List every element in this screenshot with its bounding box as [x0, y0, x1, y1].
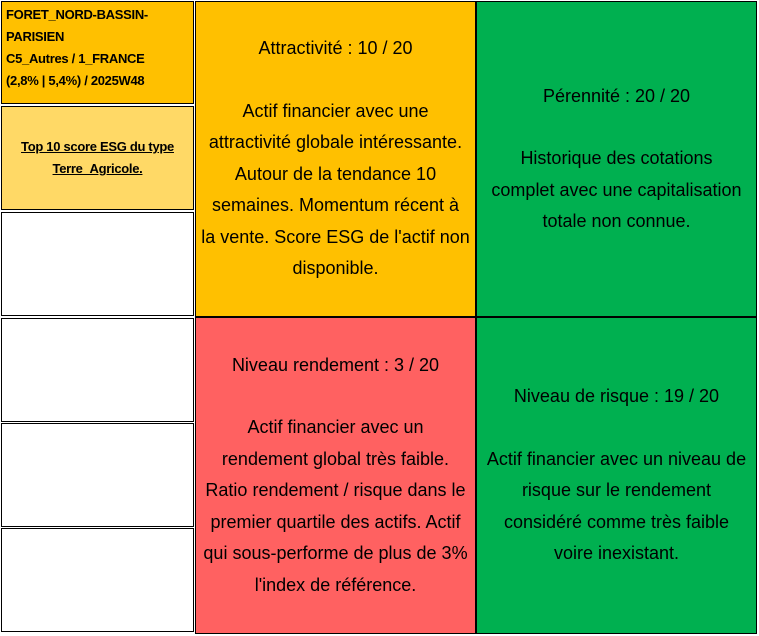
rendement-line: l'index de référence.: [254, 574, 417, 595]
attractivite-title: Attractivité : 10 / 20: [258, 38, 413, 59]
perennite-cell: [476, 1, 757, 317]
perennite-title: Pérennité : 20 / 20: [542, 85, 691, 106]
rendement-line: Actif financier avec un: [247, 417, 424, 438]
rendement-text: [203, 412, 467, 601]
attractivite-line: disponible.: [292, 258, 379, 279]
empty-cell-4: [1, 528, 194, 632]
attractivite-line: Actif financier avec une: [242, 100, 429, 121]
risque-line: risque sur le rendement: [521, 480, 712, 501]
risque-line: considéré comme très faible: [503, 511, 730, 532]
risque-line: Actif financier avec un niveau de: [486, 448, 747, 469]
rendement-line: rendement global très faible.: [221, 448, 450, 469]
rendement-title: Niveau rendement : 3 / 20: [231, 354, 440, 375]
attractivite-line: Autour de la tendance 10: [234, 163, 437, 184]
risque-line: voire inexistant.: [553, 543, 680, 564]
rendement-line: premier quartile des actifs. Actif: [210, 511, 461, 532]
asset-category: C5_Autres / 1_FRANCE: [6, 51, 145, 66]
attractivite-text: [201, 96, 470, 285]
attractivite-line: attractivité globale intéressante.: [208, 132, 463, 153]
attractivite-line: la vente. Score ESG de l'actif non: [201, 226, 470, 247]
perennite-text: [491, 143, 741, 238]
top10-esg-link[interactable]: [1, 106, 194, 210]
rendement-line: Ratio rendement / risque dans le: [205, 480, 466, 501]
empty-cell-2: [1, 318, 194, 422]
rendement-line: qui sous-performe de plus de 3%: [203, 543, 468, 564]
perennite-line: complet avec une capitalisation: [491, 179, 742, 200]
risque-title: Niveau de risque : 19 / 20: [513, 386, 720, 407]
asset-header-cell: [1, 1, 194, 104]
risque-cell: [476, 317, 757, 634]
rendement-cell: [195, 317, 476, 634]
asset-stats: (2,8% | 5,4%) / 2025W48: [6, 73, 145, 88]
top10-line2: Terre_Agricole.: [52, 161, 143, 176]
top10-line1: Top 10 score ESG du type: [21, 139, 174, 154]
asset-name-line1: FORET_NORD-BASSIN-: [6, 7, 148, 22]
perennite-line: Historique des cotations: [520, 148, 713, 168]
attractivite-cell: [195, 1, 476, 317]
perennite-line: totale non connue.: [542, 211, 691, 231]
empty-cell-1: [1, 212, 194, 316]
risque-text: [487, 444, 746, 570]
attractivite-line: semaines. Momentum récent à: [211, 195, 460, 216]
empty-cell-3: [1, 423, 194, 527]
asset-name-line2: PARISIEN: [6, 29, 65, 44]
